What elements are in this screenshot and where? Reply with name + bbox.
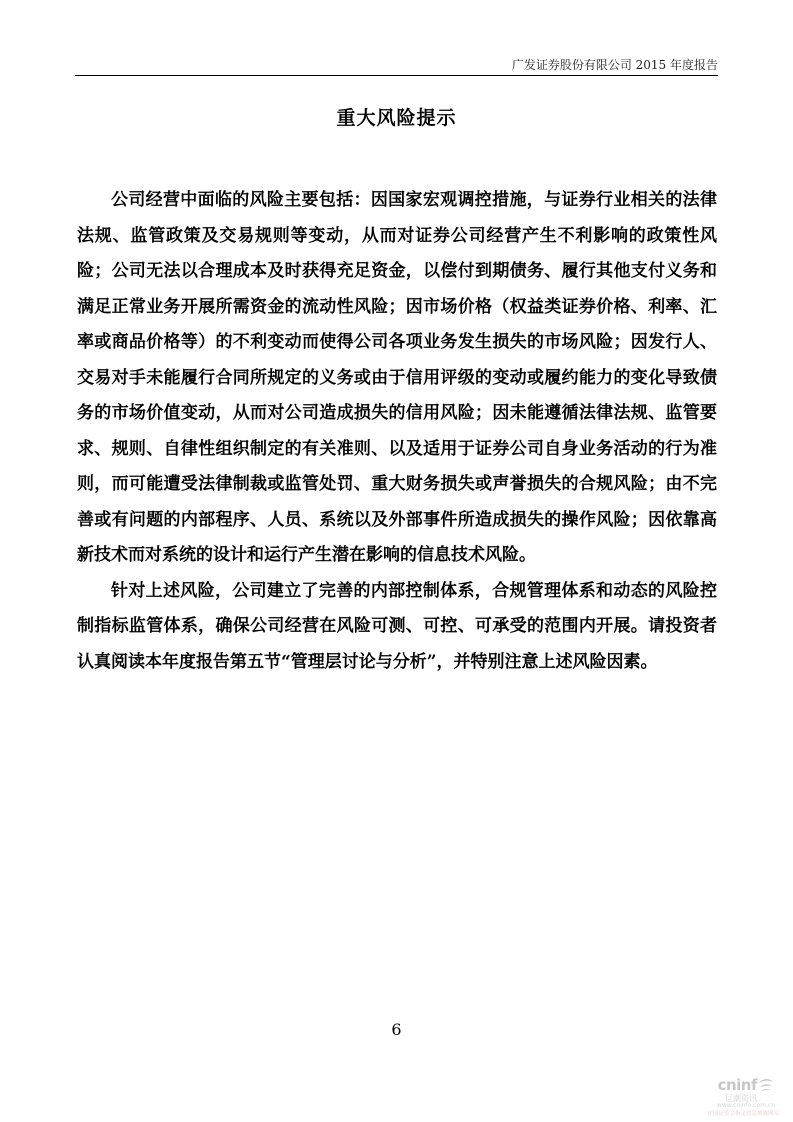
watermark-site: 中国证监会指定信息披露网站: [707, 1111, 779, 1117]
risk-paragraph: 针对上述风险，公司建立了完善的内部控制体系，合规管理体系和动态的风险控制指标监管体系，确保公司经营在风险可测、可控、可承受的范围内开展。请投资者认真阅读本年度报告第五节“管理层讨论与分析”，并特别注意上述风险因素。: [77, 580, 717, 672]
watermark-brand: cninf: [717, 1076, 757, 1094]
watermark-url: www.cninfo.com.cn: [716, 1102, 775, 1109]
page-title: 重大风险提示: [336, 107, 457, 129]
header-rule: [75, 75, 718, 76]
cninf-watermark: [679, 1076, 779, 1116]
cninf-logo-icon: [757, 1077, 775, 1093]
risk-paragraph: 公司经营中面临的风险主要包括：因国家宏观调控措施，与证券行业相关的法律法规、监管政策及交易规则等变动，从而对证券公司经营产生不利影响的政策性风险；公司无法以合理成本及时获得充足资金，以偿付到期债务、履行其他支付义务和满足正常业务开展所需资金的流动性风险；因市场价格（权益类证券价格、利率、汇率或商品价格等）的不利变动而使得公司各项业务发生损失的市场风险；因发行人、交易对手未能履行合同所规定的义务或由于信用评级的变动或履约能力的变化导致债务的市场价值变动，从而对公司造成损失的信用风险；因未能遵循法律法规、监管要求、规则、自律性组织制定的有关准则、以及适用于证券公司自身业务活动的行为准则，而可能遭受法律制裁或监管处罚、重大财务损失或声誉损失的合规风险；由不完善或有问题的内部程序、人员、系统以及外部事件所造成损失的操作风险；因依靠高新技术而对系统的设计和运行产生潜在影响的信息技术风险。: [77, 190, 717, 565]
page-number: 6: [391, 1020, 402, 1039]
running-header: 广发证券股份有限公司 2015 年度报告: [511, 58, 718, 72]
watermark-brand-cn: 巨潮资讯: [725, 1094, 757, 1103]
body-text: [77, 183, 717, 680]
